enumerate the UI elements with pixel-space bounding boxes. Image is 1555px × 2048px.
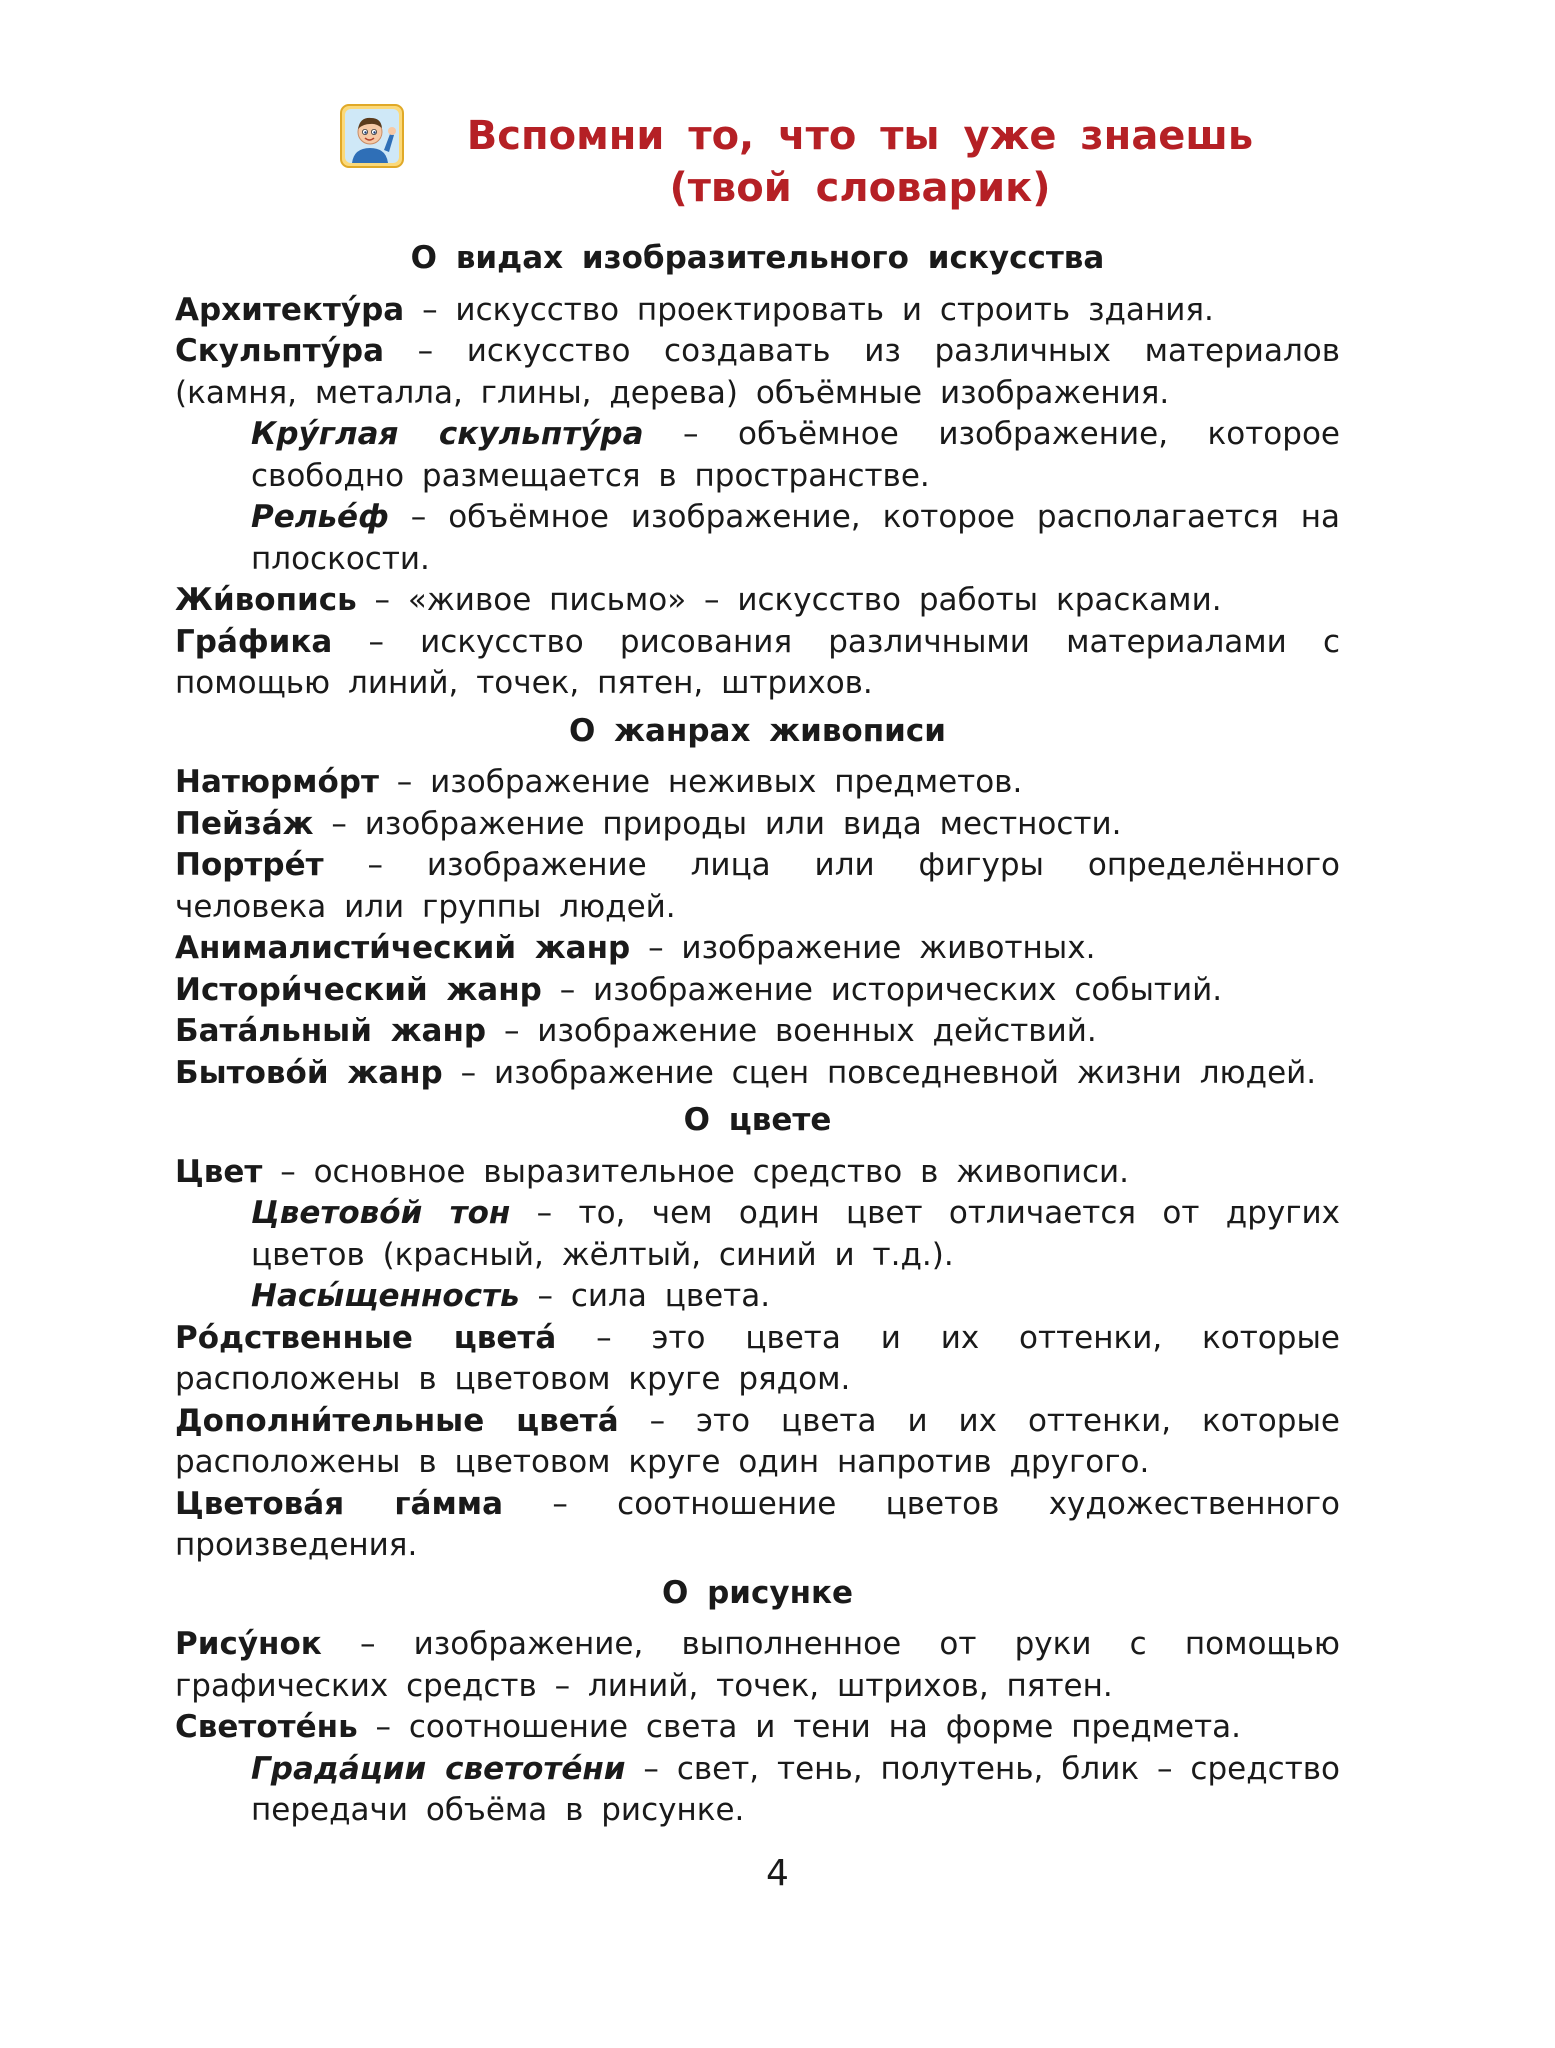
glossary-subentry	[175, 1193, 1340, 1276]
entry-term: Града́ции светоте́ни	[251, 1750, 626, 1787]
entry-definition: – то, чем один цвет отличается от других цветов (красный, жёлтый, синий и т.д.).	[251, 1195, 1341, 1273]
entry-term: Бытово́й жанр	[175, 1054, 443, 1091]
entry-definition: – свет, тень, полутень, блик – средство передачи объёма в рисунке.	[251, 1750, 1340, 1828]
section-color	[175, 1094, 1340, 1567]
entry-definition: – изображение, выполненное от руки с помощью графических средств – линий, точек, штрихов, пятен.	[175, 1626, 1340, 1704]
page-title	[440, 110, 1280, 214]
glossary-entry	[175, 804, 1340, 846]
entry-term: Истори́ческий жанр	[175, 971, 542, 1008]
entry-term: Архитекту́ра	[175, 291, 405, 328]
entry-term: Портре́т	[175, 847, 324, 883]
glossary-entry	[175, 1401, 1340, 1484]
boy-waving-icon	[340, 104, 404, 168]
entry-term: Гра́фика	[175, 623, 333, 660]
entry-term: Светоте́нь	[175, 1709, 358, 1745]
section-painting-genres	[175, 705, 1340, 1095]
entry-definition: – изображение лица или фигуры определённого человека или группы людей.	[175, 847, 1340, 925]
entry-term: Анималисти́ческий жанр	[175, 930, 631, 966]
title-line-1: Вспомни то, что ты уже знаешь	[466, 113, 1254, 159]
entry-term: Жи́вопись	[175, 582, 357, 618]
glossary-subentry	[175, 1749, 1340, 1832]
title-line-2: (твой словарик)	[669, 165, 1051, 211]
entry-term: Насы́щенность	[251, 1278, 520, 1314]
entry-definition: – «живое письмо» – искусство работы красками.	[356, 582, 1222, 618]
entry-term: Бата́льный жанр	[175, 1013, 487, 1049]
entry-term: Рису́нок	[175, 1626, 322, 1662]
entry-definition: – сила цвета.	[519, 1278, 771, 1314]
entry-definition: – это цвета и их оттенки, которые расположены в цветовом круге один напротив другого.	[175, 1402, 1340, 1480]
glossary-entry	[175, 1484, 1340, 1567]
entry-term: Пейза́ж	[175, 805, 314, 842]
glossary-subentry	[175, 1276, 1340, 1318]
entry-definition: – соотношение света и тени на форме предмета.	[357, 1709, 1242, 1745]
entry-definition: – изображение военных действий.	[486, 1013, 1097, 1049]
entry-definition: – искусство рисования различными материалами с помощью линий, точек, пятен, штрихов.	[175, 623, 1340, 701]
entry-definition: – изображение животных.	[630, 930, 1096, 966]
entry-definition: – изображение природы или вида местности.	[313, 805, 1122, 842]
glossary-entry	[175, 762, 1340, 804]
entry-term: Кру́глая скульпту́ра	[251, 416, 644, 452]
entry-term: Релье́ф	[251, 499, 389, 535]
glossary-entry	[175, 1011, 1340, 1053]
entry-definition: – искусство проектировать и строить здания.	[404, 291, 1214, 328]
glossary-entry	[175, 622, 1340, 705]
section-title: О видах изобразительного искусства	[410, 240, 1105, 276]
glossary-entry	[175, 970, 1340, 1012]
entry-term: Цветова́я га́мма	[175, 1485, 504, 1522]
entry-definition: – объёмное изображение, которое располагается на плоскости.	[251, 499, 1340, 577]
glossary-entry	[175, 290, 1340, 332]
entry-term: Дополни́тельные цвета́	[175, 1402, 619, 1439]
page-number: 4	[766, 1853, 789, 1894]
entry-term: Ро́дственные цвета́	[175, 1319, 557, 1356]
glossary	[175, 232, 1340, 1832]
entry-definition: – изображение неживых предметов.	[378, 764, 1023, 800]
entry-definition: – изображение сцен повседневной жизни людей.	[442, 1054, 1317, 1091]
section-title: О цвете	[683, 1102, 832, 1138]
section-types-of-art	[175, 232, 1340, 705]
entry-term: Натюрмо́рт	[175, 764, 379, 800]
entry-term: Скульпту́ра	[175, 333, 385, 369]
glossary-entry	[175, 1053, 1340, 1095]
entry-definition: – соотношение цветов художественного произведения.	[175, 1485, 1340, 1563]
glossary-entry	[175, 331, 1340, 414]
glossary-subentry	[175, 414, 1340, 497]
entry-definition: – основное выразительное средство в живописи.	[262, 1153, 1129, 1190]
entry-definition: – это цвета и их оттенки, которые расположены в цветовом круге рядом.	[175, 1319, 1340, 1397]
section-title: О жанрах живописи	[569, 712, 946, 749]
glossary-entry	[175, 1152, 1340, 1194]
glossary-entry	[175, 845, 1340, 928]
header	[340, 104, 1340, 224]
glossary-entry	[175, 928, 1340, 970]
section-drawing	[175, 1567, 1340, 1832]
entry-definition: – объёмное изображение, которое свободно размещается в пространстве.	[251, 416, 1340, 494]
entry-definition: – изображение исторических событий.	[541, 971, 1223, 1008]
glossary-entry	[175, 580, 1340, 622]
glossary-entry	[175, 1707, 1340, 1749]
section-title: О рисунке	[661, 1574, 854, 1611]
glossary-subentry	[175, 497, 1340, 580]
glossary-entry	[175, 1624, 1340, 1707]
entry-definition: – искусство создавать из различных материалов (камня, металла, глины, дерева) объёмные изображения.	[175, 333, 1340, 411]
entry-term: Цвет	[175, 1153, 263, 1190]
entry-term: Цветово́й тон	[251, 1195, 511, 1231]
glossary-entry	[175, 1318, 1340, 1401]
